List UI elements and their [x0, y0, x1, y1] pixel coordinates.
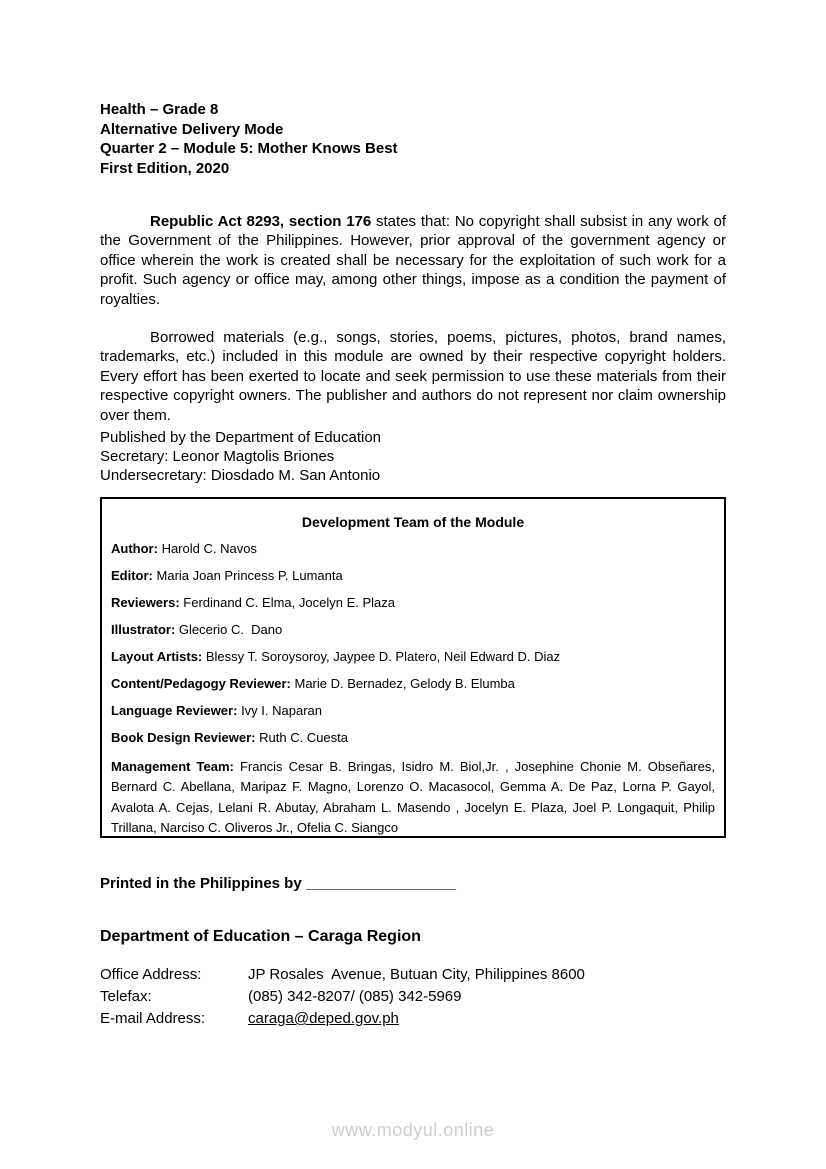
- author-value: Harold C. Navos: [161, 541, 257, 556]
- language-reviewer-label: Language Reviewer:: [111, 703, 238, 718]
- secretary-line: Secretary: Leonor Magtolis Briones: [100, 448, 335, 465]
- dev-team-row-illustrator: [111, 622, 715, 638]
- dev-team-row-layout-artists: [111, 649, 715, 665]
- module-quarter-line: Quarter 2 – Module 5: Mother Knows Best: [100, 140, 398, 157]
- office-address-label: Office Address:: [100, 966, 202, 983]
- republic-act-lead: Republic Act 8293, section 176: [150, 213, 372, 230]
- content-pedagogy-label: Content/Pedagogy Reviewer:: [111, 676, 291, 691]
- development-team-box: [100, 497, 726, 838]
- author-label: Author:: [111, 541, 158, 556]
- reviewers-label: Reviewers:: [111, 595, 180, 610]
- module-mode-line: Alternative Delivery Mode: [100, 120, 284, 138]
- printed-by-blank: __________________: [305, 875, 457, 892]
- office-address-value: JP Rosales Avenue, Butuan City, Philippines 8600: [248, 966, 585, 983]
- development-team-title: Development Team of the Module: [301, 514, 525, 530]
- book-design-value: Ruth C. Cuesta: [259, 730, 348, 745]
- editor-value: Maria Joan Princess P. Lumanta: [156, 568, 343, 583]
- published-by-line: Published by the Department of Education: [100, 429, 382, 446]
- management-team-label: Management Team:: [111, 759, 234, 774]
- module-title-block: [100, 100, 726, 178]
- editor-label: Editor:: [111, 568, 153, 583]
- borrowed-materials-paragraph: Borrowed materials (e.g., songs, stories, poems, pictures, photos, brand names, trademarks, etc.) included in this module are owned by their respective copyright holders. Every effort has been exerted to locate and seek permission to use these materials from their respective copyright owners. The publisher and authors do not represent nor claim ownership over them.: [100, 329, 726, 424]
- watermark: www.modyul.online: [331, 1120, 495, 1140]
- printed-by-label: Printed in the Philippines by: [100, 875, 302, 892]
- region-heading: Department of Education – Caraga Region: [100, 928, 421, 945]
- layout-artists-label: Layout Artists:: [111, 649, 203, 664]
- telefax-value: (085) 342-8207/ (085) 342-5969: [248, 988, 462, 1005]
- contact-row-office-address: [100, 964, 726, 986]
- contact-row-email: [100, 1008, 726, 1030]
- book-design-label: Book Design Reviewer:: [111, 730, 256, 745]
- content-pedagogy-value: Marie D. Bernadez, Gelody B. Elumba: [294, 676, 515, 691]
- telefax-label: Telefax:: [100, 988, 152, 1005]
- dev-team-row-management: [111, 757, 715, 838]
- dev-team-row-reviewers: [111, 595, 715, 611]
- module-edition-line: First Edition, 2020: [100, 159, 230, 177]
- illustrator-value: Glecerio C. Dano: [178, 622, 283, 637]
- illustrator-label: Illustrator:: [111, 622, 176, 637]
- dev-team-row-content-pedagogy: [111, 676, 715, 692]
- contact-row-telefax: [100, 986, 726, 1008]
- dev-team-row-author: [111, 541, 715, 557]
- dev-team-row-language-reviewer: [111, 703, 715, 719]
- dev-team-row-editor: [111, 568, 715, 584]
- reviewers-value: Ferdinand C. Elma, Jocelyn E. Plaza: [183, 595, 395, 610]
- printed-by-line: [100, 875, 726, 892]
- module-subject-line: Health – Grade 8: [100, 101, 219, 118]
- publisher-block: [100, 428, 726, 485]
- language-reviewer-value: Ivy I. Naparan: [241, 703, 322, 718]
- management-team-value: Francis Cesar B. Bringas, Isidro M. Biol,Jr. , Josephine Chonie M. Obseñares, Bernard C. Abellana, Maripaz F. Magno, Lorenzo O. Macasocol, Gemma A. De Paz, Lorna P. Gayol, Avalota A. Cejas, Lelani R. Abutay, Abraham L. Masendo , Jocelyn E. Plaza, Joel P. Longaquit, Philip Trillana, Narciso C. Oliveros Jr., Ofelia C. Siangco: [111, 759, 715, 835]
- undersecretary-line: Undersecretary: Diosdado M. San Antonio: [100, 467, 381, 484]
- contact-block: [100, 964, 726, 1030]
- copyright-paragraph: [100, 212, 726, 309]
- dev-team-row-book-design: [111, 730, 715, 746]
- layout-artists-value: Blessy T. Soroysoroy, Jaypee D. Platero, Neil Edward D. Diaz: [205, 649, 561, 664]
- email-label: E-mail Address:: [100, 1010, 206, 1027]
- email-link[interactable]: caraga@deped.gov.ph: [248, 1010, 399, 1027]
- copyright-body-text: states that: No copyright shall subsist in any work of the Government of the Philippines. However, prior approval of the government agency or office wherein the work is created shall be necessary for the exploitation of such work for a profit. Such agency or office may, among other things, impose as a condition the payment of royalties.: [100, 213, 726, 308]
